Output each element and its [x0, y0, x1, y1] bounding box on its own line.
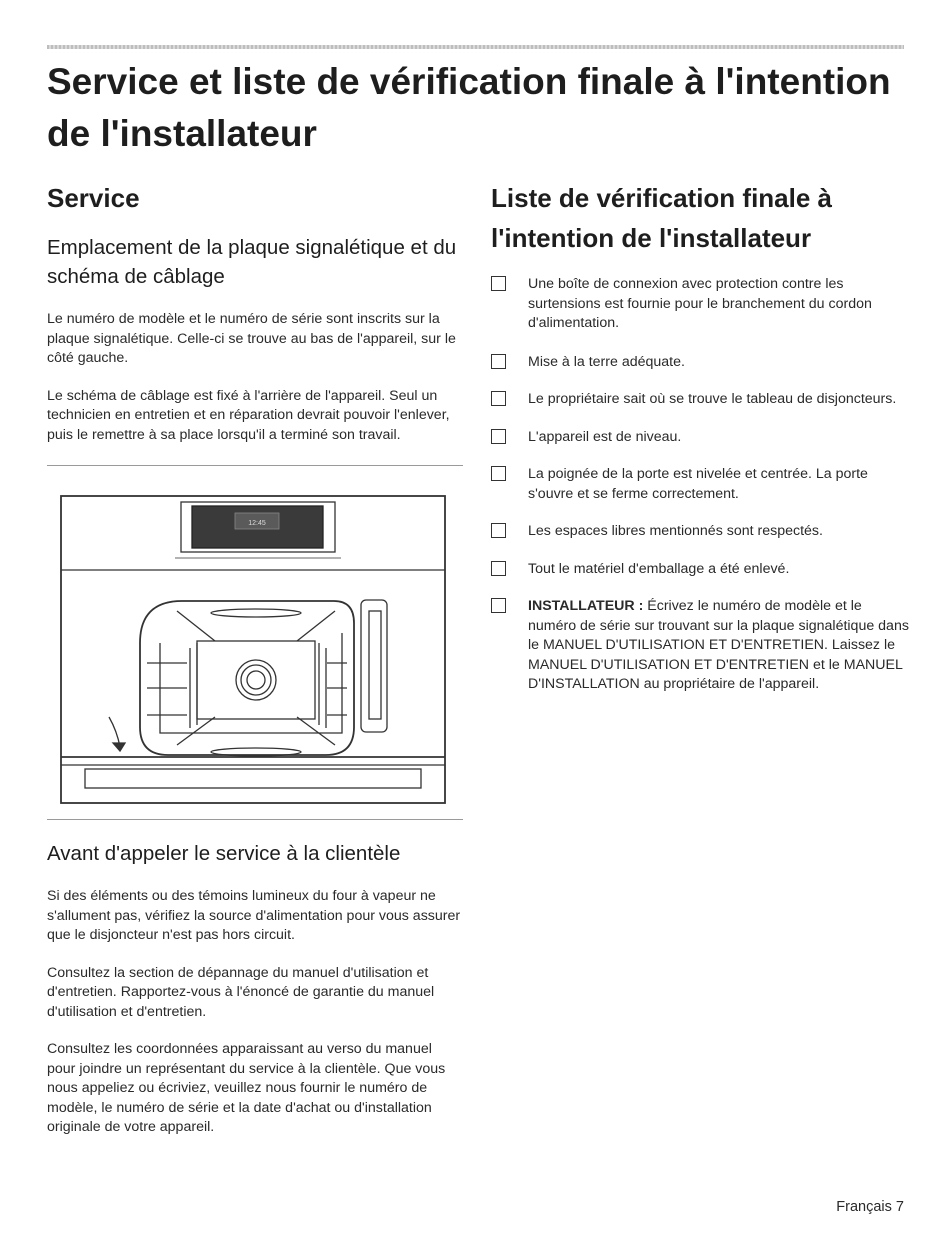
- checklist-item-text: Écrivez le numéro de modèle et le numéro de série sur trouvant sur la plaque signalétique dans le MANUEL D'UTILISATION ET D'ENTRETIEN. Laissez le MANUEL D'UTILISATION ET D'ENTRETIEN et le MANUEL D'INSTALLATION au propriétaire de l'appareil.: [528, 598, 909, 692]
- checkbox[interactable]: [491, 598, 506, 613]
- checklist: [491, 275, 911, 695]
- section-divider: [47, 465, 463, 466]
- checkbox[interactable]: [491, 561, 506, 576]
- checkbox[interactable]: [491, 354, 506, 369]
- rating-plate-subheading: Emplacement de la plaque signalétique et du schéma de câblage: [47, 236, 457, 288]
- customer-service-subheading: Avant d'appeler le service à la clientèle: [47, 842, 401, 865]
- left-column: [47, 178, 463, 1138]
- checklist-item-text: Une boîte de connexion avec protection contre les surtensions est fournie pour le branchement du cordon d'alimentation.: [528, 276, 872, 331]
- installer-label: INSTALLATEUR :: [528, 598, 644, 614]
- checklist-item-text: Tout le matériel d'emballage a été enlevé.: [528, 560, 790, 577]
- header-rule: [47, 45, 904, 49]
- oven-display-time: 12:45: [248, 520, 266, 527]
- service-heading: Service: [47, 183, 140, 213]
- checkbox[interactable]: [491, 466, 506, 481]
- checklist-item: [491, 275, 911, 334]
- checklist-item: [491, 597, 911, 695]
- checklist-item-text: La poignée de la porte est nivelée et centrée. La porte s'ouvre et se ferme correctement.: [528, 466, 868, 502]
- checklist-item: [491, 465, 911, 504]
- checklist-heading: Liste de vérification finale à l'intention de l'installateur: [491, 183, 832, 253]
- checklist-item-text: Les espaces libres mentionnés sont respectés.: [528, 523, 823, 539]
- checklist-item-text: L'appareil est de niveau.: [528, 428, 682, 445]
- paragraph: Le numéro de modèle et le numéro de série sont inscrits sur la plaque signalétique. Celle-ci se trouve au bas de l'appareil, sur le côté gauche.: [47, 311, 456, 366]
- page-footer: Français 7: [836, 1199, 904, 1215]
- paragraph: Le schéma de câblage est fixé à l'arrière de l'appareil. Seul un technicien en entretien et en réparation devrait pouvoir l'enlever, puis le remettre à sa place lorsqu'il a terminé son travail.: [47, 387, 450, 443]
- checklist-item: [491, 560, 911, 580]
- paragraph: Si des éléments ou des témoins lumineux du four à vapeur ne s'allument pas, vérifiez la source d'alimentation pour vous assurer que le disjoncteur n'est pas hors circuit.: [47, 888, 461, 943]
- checklist-item: [491, 428, 911, 448]
- checklist-item-text: Le propriétaire sait où se trouve le tableau de disjoncteurs.: [528, 391, 897, 407]
- checklist-item: [491, 353, 911, 373]
- checklist-item-text: Mise à la terre adéquate.: [528, 353, 685, 370]
- checkbox[interactable]: [491, 276, 506, 291]
- checkbox[interactable]: [491, 429, 506, 444]
- paragraph: Consultez la section de dépannage du manuel d'utilisation et d'entretien. Rapportez-vous à l'énoncé de garantie du manuel d'utilisation et d'entretien.: [47, 964, 435, 1020]
- page-title: Service et liste de vérification finale à l'intention de l'installateur: [47, 61, 891, 154]
- paragraph: Consultez les coordonnées apparaissant au verso du manuel pour joindre un représentant du service à la clientèle. Que vous nous appeliez ou écriviez, veuillez nous fournir le numéro de modèle, le numéro de série et la date d'achat ou d'installation originale de votre appareil.: [47, 1041, 446, 1135]
- checkbox[interactable]: [491, 391, 506, 406]
- section-divider: [47, 819, 463, 820]
- checklist-item: [491, 522, 911, 542]
- checkbox[interactable]: [491, 523, 506, 538]
- right-column: [491, 178, 911, 695]
- checklist-item: [491, 390, 911, 410]
- oven-illustration: [47, 493, 463, 809]
